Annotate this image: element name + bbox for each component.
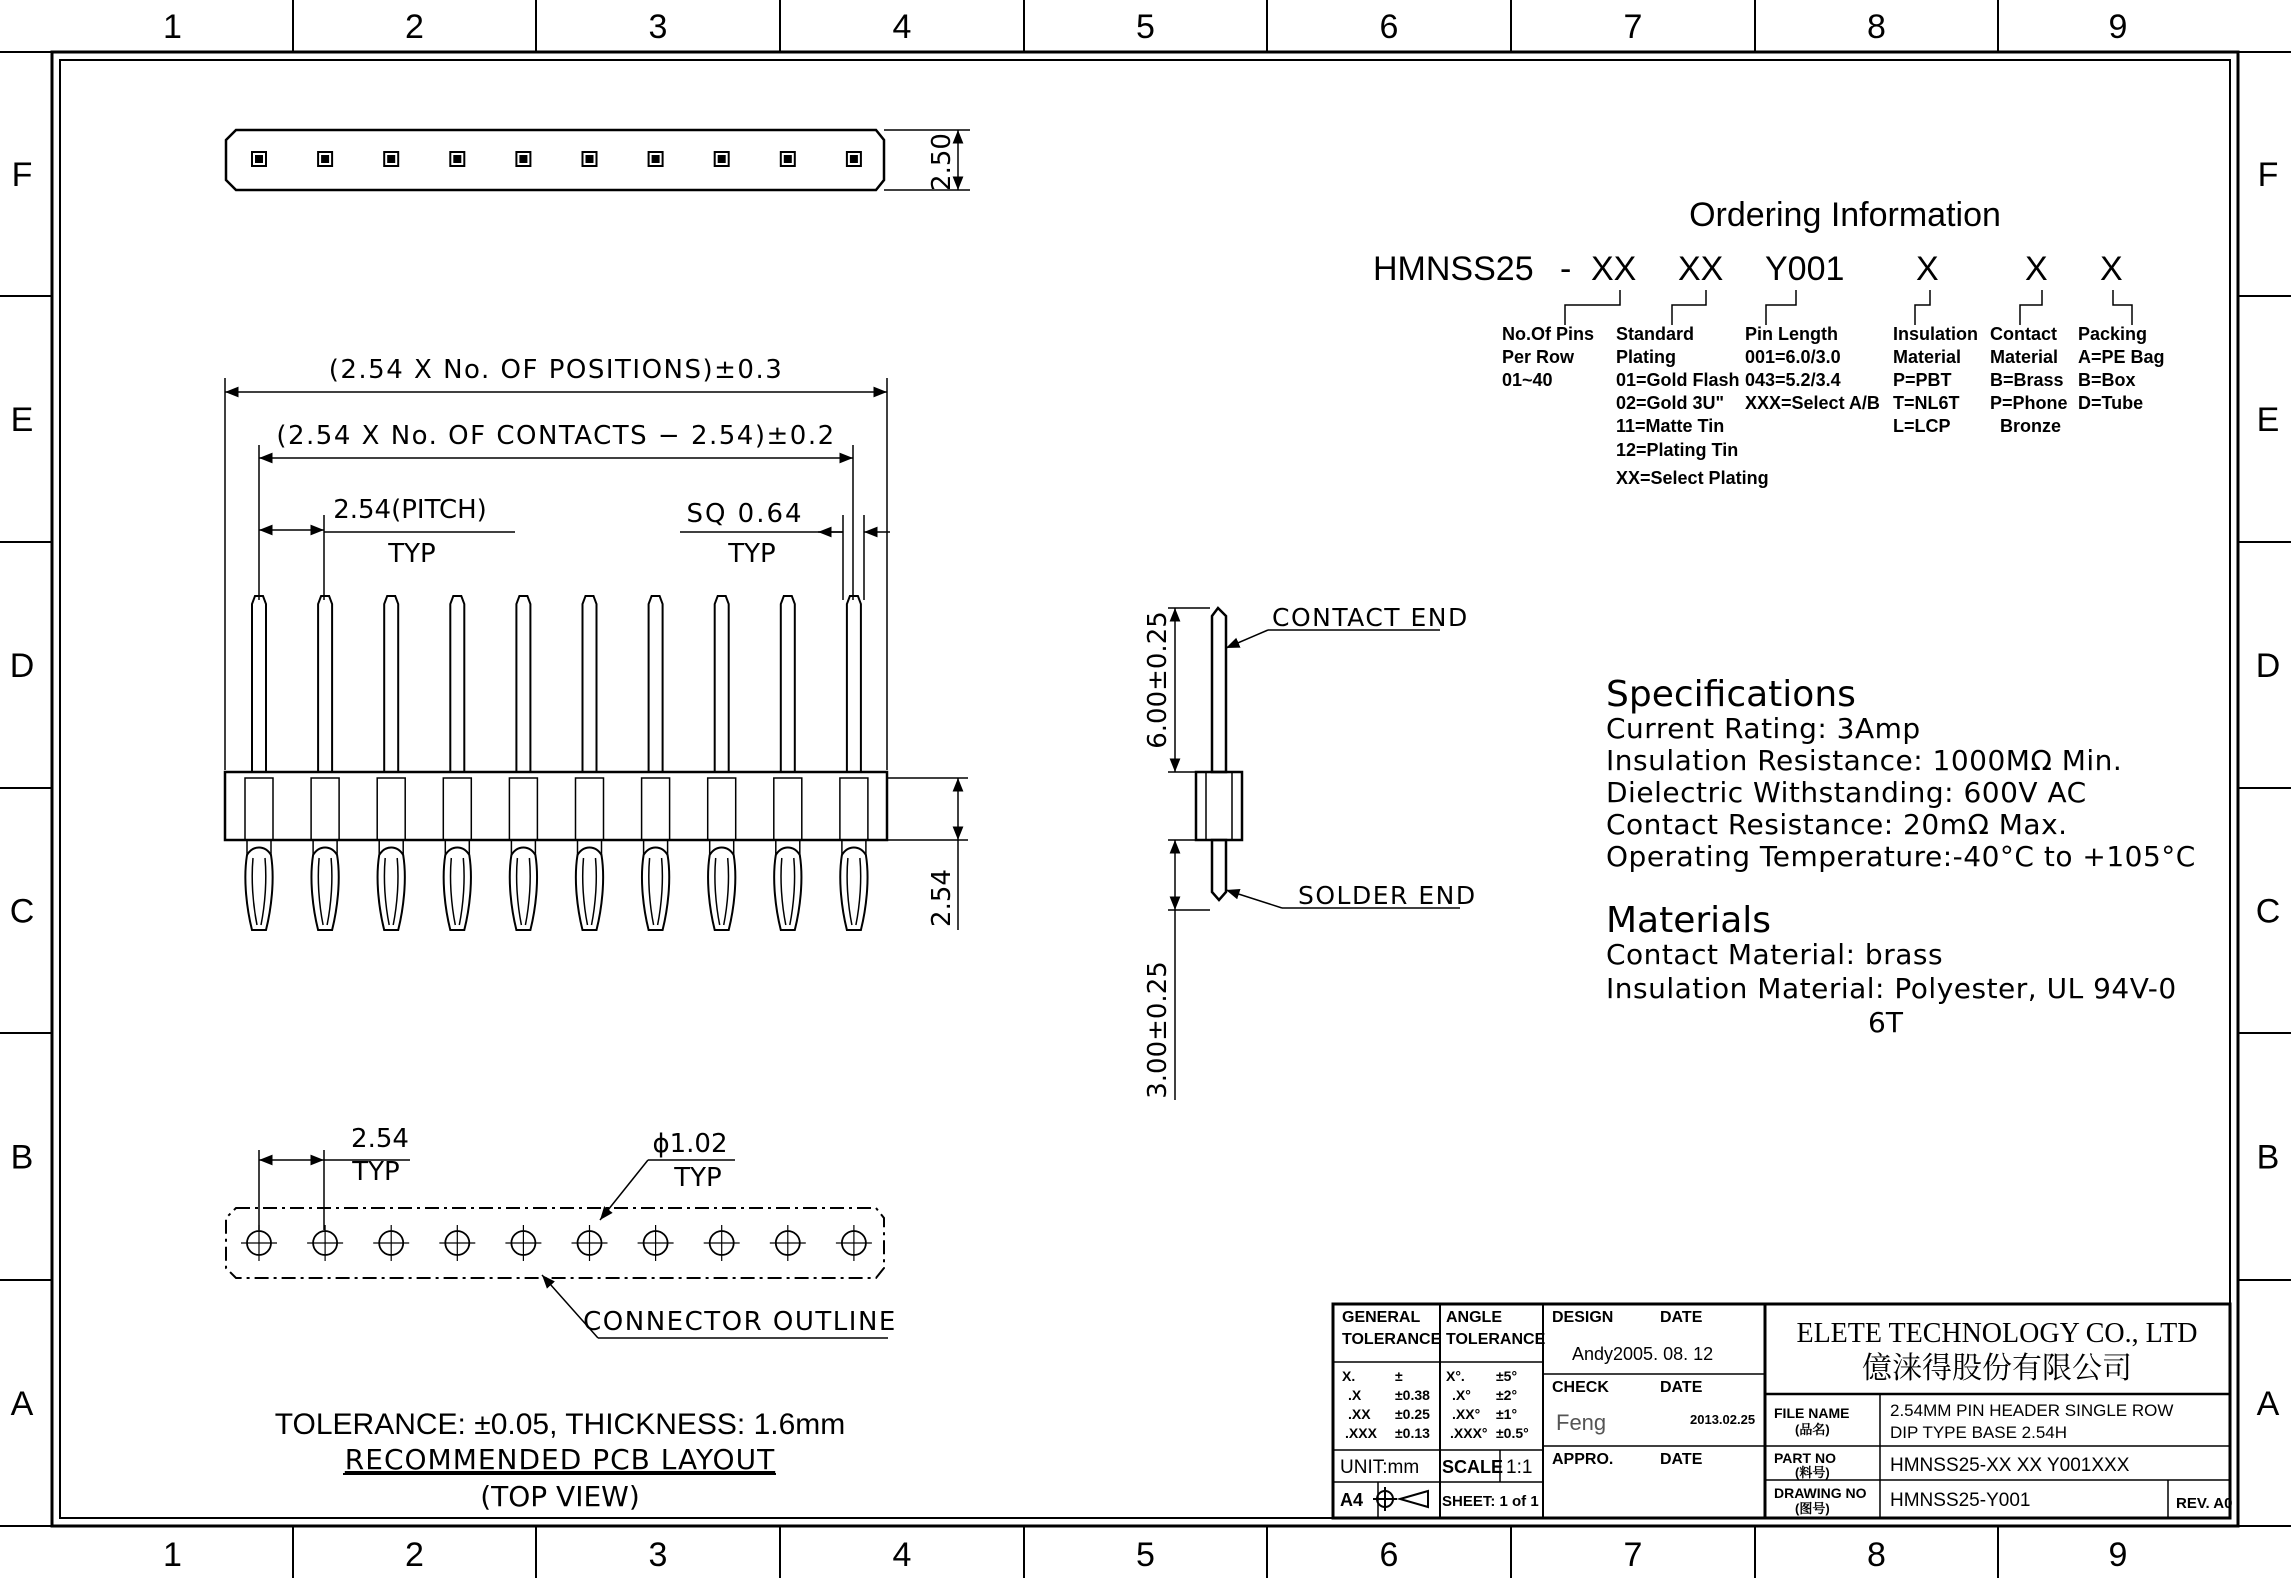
opt-plating-6: 12=Plating Tin bbox=[1616, 440, 1739, 460]
gen-tol-key: .X bbox=[1348, 1387, 1362, 1403]
column-zone-label: 9 bbox=[2108, 1536, 2128, 1574]
ang-tol-key: .XX° bbox=[1452, 1406, 1481, 1422]
scale-label: SCALE bbox=[1442, 1457, 1504, 1477]
code-plating: XX bbox=[1678, 250, 1724, 288]
specifications bbox=[1606, 674, 2196, 1039]
column-zone-label: 6 bbox=[1379, 1536, 1399, 1574]
opt-insulation-1: Insulation bbox=[1893, 324, 1978, 344]
paper-size: A4 bbox=[1340, 1490, 1364, 1510]
row-zone-label: C bbox=[2255, 892, 2281, 931]
check-label: CHECK bbox=[1552, 1379, 1609, 1396]
top-view-pin-core bbox=[519, 155, 527, 163]
gen-tol-val: ± bbox=[1395, 1368, 1403, 1384]
housing-cell bbox=[840, 778, 868, 840]
top-view-pin-core bbox=[321, 155, 329, 163]
general-tolerance-1: GENERAL bbox=[1342, 1309, 1421, 1326]
scale-value: 1:1 bbox=[1506, 1457, 1533, 1478]
spec-line-4: Contact Resistance: 20mΩ Max. bbox=[1606, 808, 2068, 841]
angle-tolerance-2: TOLERANCE bbox=[1446, 1331, 1546, 1348]
spec-line-5: Operating Temperature:-40°C to +105°C bbox=[1606, 840, 2196, 873]
solder-contact-detail bbox=[649, 858, 663, 925]
code-part-base: HMNSS25 bbox=[1373, 250, 1534, 288]
pcb-hole-dia: ϕ1.02 bbox=[652, 1129, 728, 1159]
pcb-pitch-typ: TYP bbox=[352, 1157, 400, 1187]
solder-contact-detail bbox=[583, 858, 597, 925]
opt-contact-1: Contact bbox=[1990, 324, 2057, 344]
gen-tol-key: X. bbox=[1342, 1368, 1356, 1384]
column-zone-label: 6 bbox=[1379, 8, 1399, 46]
opt-packing-1: Packing bbox=[2078, 324, 2148, 344]
pcb-holes bbox=[241, 1225, 872, 1261]
company-name-en: ELETE TECHNOLOGY CO., LTD bbox=[1796, 1318, 2198, 1349]
solder-contact bbox=[642, 848, 669, 931]
materials-line-3: 6T bbox=[1868, 1006, 1903, 1039]
column-zone-label: 5 bbox=[1136, 1536, 1155, 1574]
column-zone-label: 7 bbox=[1623, 8, 1643, 46]
ang-tol-val: ±0.5° bbox=[1496, 1425, 1529, 1441]
ordering-heading: Ordering Information bbox=[1689, 196, 2001, 234]
top-view-pin-core bbox=[850, 155, 858, 163]
front-pin bbox=[318, 596, 332, 772]
top-view-pin-core bbox=[453, 155, 461, 163]
column-zone-label: 8 bbox=[1867, 8, 1886, 46]
gen-tol-key: .XX bbox=[1348, 1406, 1371, 1422]
front-pin bbox=[649, 596, 663, 772]
design-date-label: DATE bbox=[1660, 1309, 1703, 1326]
solder-contact bbox=[311, 848, 338, 931]
solder-contact-detail bbox=[384, 858, 398, 925]
opt-insulation-5: L=LCP bbox=[1893, 416, 1951, 436]
housing-cell bbox=[509, 778, 537, 840]
opt-length-1: Pin Length bbox=[1745, 324, 1838, 344]
opt-insulation-3: P=PBT bbox=[1893, 370, 1952, 390]
ang-tol-val: ±2° bbox=[1496, 1387, 1518, 1403]
column-zone-label: 3 bbox=[648, 8, 668, 46]
opt-length-2: 001=6.0/3.0 bbox=[1745, 347, 1841, 367]
opt-contact-5: Bronze bbox=[2000, 416, 2062, 436]
front-view-housing-cells bbox=[245, 778, 868, 840]
column-zone-label: 3 bbox=[648, 1536, 668, 1574]
front-pin bbox=[583, 596, 597, 772]
row-zone-label: B bbox=[10, 1138, 34, 1177]
connector-outline-label: CONNECTOR OUTLINE bbox=[583, 1307, 897, 1337]
solder-contact-detail bbox=[451, 858, 465, 925]
solder-contact-detail bbox=[847, 858, 861, 925]
opt-plating-1: Standard bbox=[1616, 324, 1695, 344]
row-zone-label: A bbox=[10, 1385, 34, 1423]
column-zone-label: 2 bbox=[405, 1536, 424, 1574]
general-tolerance-2: TOLERANCE bbox=[1342, 1331, 1442, 1348]
column-zone-label: 2 bbox=[405, 8, 424, 46]
sheet-count: SHEET: 1 of 1 bbox=[1442, 1493, 1539, 1510]
pitch-label: 2.54(PITCH) bbox=[333, 495, 487, 525]
materials-line-1: Contact Material: brass bbox=[1606, 938, 1944, 971]
title-block bbox=[1333, 1304, 2232, 1518]
spec-line-2: Insulation Resistance: 1000MΩ Min. bbox=[1606, 744, 2123, 777]
top-view-pin-core bbox=[652, 155, 660, 163]
drawing-no-value: HMNSS25-Y001 bbox=[1890, 1490, 2031, 1511]
approved-date-label: DATE bbox=[1660, 1451, 1703, 1468]
opt-packing-4: D=Tube bbox=[2078, 393, 2144, 413]
designer-value: Andy2005. 08. 12 bbox=[1572, 1344, 1714, 1364]
housing-cell bbox=[642, 778, 670, 840]
top-view-pin-core bbox=[718, 155, 726, 163]
front-pin bbox=[384, 596, 398, 772]
front-pin bbox=[252, 596, 266, 772]
ang-tol-key: .X° bbox=[1452, 1387, 1471, 1403]
row-zone-label: A bbox=[2256, 1385, 2280, 1423]
front-pin bbox=[715, 596, 729, 772]
solder-contact-detail bbox=[252, 858, 266, 925]
check-date-label: DATE bbox=[1660, 1379, 1703, 1396]
dim-contacts: (2.54 X No. OF CONTACTS − 2.54)±0.2 bbox=[276, 421, 836, 451]
housing-cell bbox=[377, 778, 405, 840]
top-view-pin-core bbox=[387, 155, 395, 163]
side-dim-upper: 6.00±0.25 bbox=[1143, 611, 1173, 749]
front-pin bbox=[450, 596, 464, 772]
solder-contact bbox=[378, 848, 405, 931]
pcb-hole-typ: TYP bbox=[674, 1163, 722, 1193]
solder-contact bbox=[444, 848, 471, 931]
gen-tol-key: .XXX bbox=[1345, 1425, 1377, 1441]
gen-tol-val: ±0.25 bbox=[1395, 1406, 1430, 1422]
sq-typ-label: TYP bbox=[728, 539, 776, 569]
top-view-pins bbox=[252, 152, 861, 166]
column-zone-label: 4 bbox=[892, 8, 912, 46]
code-insulation: X bbox=[1916, 250, 1939, 288]
opt-plating-7: XX=Select Plating bbox=[1616, 468, 1769, 488]
solder-contact bbox=[840, 848, 867, 931]
materials-line-2: Insulation Material: Polyester, UL 94V-0 bbox=[1606, 972, 2177, 1005]
opt-pins-1: No.Of Pins bbox=[1502, 324, 1595, 344]
pcb-layout-title: RECOMMENDED PCB LAYOUT bbox=[344, 1443, 776, 1476]
housing-cell bbox=[245, 778, 273, 840]
top-view-dimension: 2.50 bbox=[927, 133, 957, 191]
housing-cell bbox=[774, 778, 802, 840]
column-zone-label: 7 bbox=[1623, 1536, 1643, 1574]
housing-cell bbox=[708, 778, 736, 840]
front-pin bbox=[516, 596, 530, 772]
drawing-no-label: DRAWING NO bbox=[1774, 1485, 1867, 1501]
materials-heading: Materials bbox=[1606, 900, 1772, 941]
opt-insulation-2: Material bbox=[1893, 347, 1962, 367]
design-label: DESIGN bbox=[1552, 1309, 1614, 1326]
row-zone-label: F bbox=[11, 156, 33, 194]
housing-cell bbox=[443, 778, 471, 840]
opt-contact-2: Material bbox=[1990, 347, 2059, 367]
unit-label: UNIT:mm bbox=[1340, 1457, 1420, 1478]
row-zone-label: D bbox=[2255, 647, 2281, 685]
projection-symbol-icon bbox=[1373, 1487, 1428, 1511]
contact-end-label: CONTACT END bbox=[1272, 603, 1469, 632]
row-zone-label: D bbox=[9, 647, 35, 685]
check-date-value: 2013.02.25 bbox=[1690, 1412, 1756, 1427]
checker-value: Feng bbox=[1556, 1410, 1607, 1435]
sq-label: SQ 0.64 bbox=[686, 499, 804, 529]
solder-contact-detail bbox=[318, 858, 332, 925]
angle-tolerance-1: ANGLE bbox=[1446, 1309, 1502, 1326]
spec-line-1: Current Rating: 3Amp bbox=[1606, 712, 1921, 745]
solder-contact bbox=[774, 848, 801, 931]
drawing-no-cn: (图号) bbox=[1795, 1501, 1830, 1516]
top-view-pin-core bbox=[784, 155, 792, 163]
opt-packing-2: A=PE Bag bbox=[2078, 347, 2165, 367]
row-zone-label: E bbox=[10, 401, 34, 439]
opt-plating-2: Plating bbox=[1616, 347, 1677, 367]
gen-tol-val: ±0.38 bbox=[1395, 1387, 1430, 1403]
opt-pins-2: Per Row bbox=[1502, 347, 1575, 367]
column-zone-label: 5 bbox=[1136, 8, 1155, 46]
top-view bbox=[226, 130, 970, 191]
column-zone-label: 4 bbox=[892, 1536, 912, 1574]
opt-contact-3: B=Brass bbox=[1990, 370, 2064, 390]
code-packing: X bbox=[2100, 250, 2123, 288]
front-height-dimension: 2.54 bbox=[927, 869, 957, 927]
ang-tol-val: ±5° bbox=[1496, 1368, 1518, 1384]
solder-contact bbox=[245, 848, 272, 931]
code-pin-length: Y001 bbox=[1765, 250, 1845, 288]
row-zone-label: B bbox=[2256, 1138, 2280, 1177]
ang-tol-key: X°. bbox=[1446, 1368, 1465, 1384]
opt-packing-3: B=Box bbox=[2078, 370, 2136, 390]
column-zone-label: 1 bbox=[163, 1536, 182, 1574]
pcb-pitch: 2.54 bbox=[351, 1124, 409, 1154]
part-no-label: PART NO bbox=[1774, 1450, 1836, 1466]
column-zone-label: 1 bbox=[163, 8, 182, 46]
side-dim-lower: 3.00±0.25 bbox=[1143, 961, 1173, 1099]
front-pin bbox=[847, 596, 861, 772]
column-zone-label: 8 bbox=[1867, 1536, 1886, 1574]
file-name-label: FILE NAME bbox=[1774, 1405, 1850, 1421]
part-no-cn: (料号) bbox=[1795, 1465, 1830, 1480]
pcb-layout-subtitle: (TOP VIEW) bbox=[480, 1480, 640, 1513]
file-name-cn: (品名) bbox=[1795, 1422, 1830, 1437]
row-zone-label: E bbox=[2256, 401, 2280, 439]
ang-tol-val: ±1° bbox=[1496, 1406, 1518, 1422]
row-zone-label: F bbox=[2257, 156, 2279, 194]
company-name-cn: 億涞得股份有限公司 bbox=[1862, 1351, 2132, 1386]
pitch-typ-label: TYP bbox=[388, 539, 436, 569]
gen-tol-val: ±0.13 bbox=[1395, 1425, 1430, 1441]
housing-cell bbox=[311, 778, 339, 840]
approved-label: APPRO. bbox=[1552, 1451, 1614, 1468]
opt-plating-4: 02=Gold 3U" bbox=[1616, 393, 1725, 413]
opt-plating-5: 11=Matte Tin bbox=[1616, 416, 1725, 436]
solder-contact-detail bbox=[517, 858, 531, 925]
opt-length-4: XXX=Select A/B bbox=[1745, 393, 1880, 413]
dim-positions: (2.54 X No. OF POSITIONS)±0.3 bbox=[328, 355, 784, 385]
opt-pins-3: 01~40 bbox=[1502, 370, 1553, 390]
column-zone-label: 9 bbox=[2108, 8, 2128, 46]
ang-tol-key: .XXX° bbox=[1450, 1425, 1488, 1441]
ordering-information bbox=[1373, 196, 2165, 488]
solder-end-label: SOLDER END bbox=[1298, 881, 1477, 910]
file-name-line-1: 2.54MM PIN HEADER SINGLE ROW bbox=[1890, 1401, 2174, 1420]
front-pin bbox=[781, 596, 795, 772]
revision: REV. A0 bbox=[2176, 1495, 2233, 1512]
top-view-pin-core bbox=[586, 155, 594, 163]
file-name-line-2: DIP TYPE BASE 2.54H bbox=[1890, 1423, 2068, 1442]
side-view bbox=[1168, 608, 1460, 1100]
solder-contact-detail bbox=[715, 858, 729, 925]
front-view-pins bbox=[245, 596, 867, 930]
pcb-tolerance-note: TOLERANCE: ±0.05, THICKNESS: 1.6mm bbox=[274, 1408, 846, 1441]
row-zone-label: C bbox=[9, 892, 35, 931]
solder-contact bbox=[510, 848, 537, 931]
pcb-layout bbox=[226, 1124, 897, 1338]
spec-line-3: Dielectric Withstanding: 600V AC bbox=[1606, 776, 2087, 809]
spec-heading: Specifications bbox=[1606, 674, 1856, 715]
opt-plating-3: 01=Gold Flash bbox=[1616, 370, 1740, 390]
housing-cell bbox=[576, 778, 604, 840]
front-view bbox=[225, 355, 968, 930]
part-no-value: HMNSS25-XX XX Y001XXX bbox=[1890, 1455, 2130, 1476]
code-contact: X bbox=[2025, 250, 2048, 288]
opt-insulation-4: T=NL6T bbox=[1893, 393, 1960, 413]
solder-contact bbox=[576, 848, 603, 931]
opt-contact-4: P=Phone bbox=[1990, 393, 2068, 413]
solder-contact bbox=[708, 848, 735, 931]
code-dash: - bbox=[1560, 250, 1572, 288]
solder-contact-detail bbox=[781, 858, 795, 925]
opt-length-3: 043=5.2/3.4 bbox=[1745, 370, 1841, 390]
top-view-pin-core bbox=[255, 155, 263, 163]
code-pins: XX bbox=[1591, 250, 1637, 288]
